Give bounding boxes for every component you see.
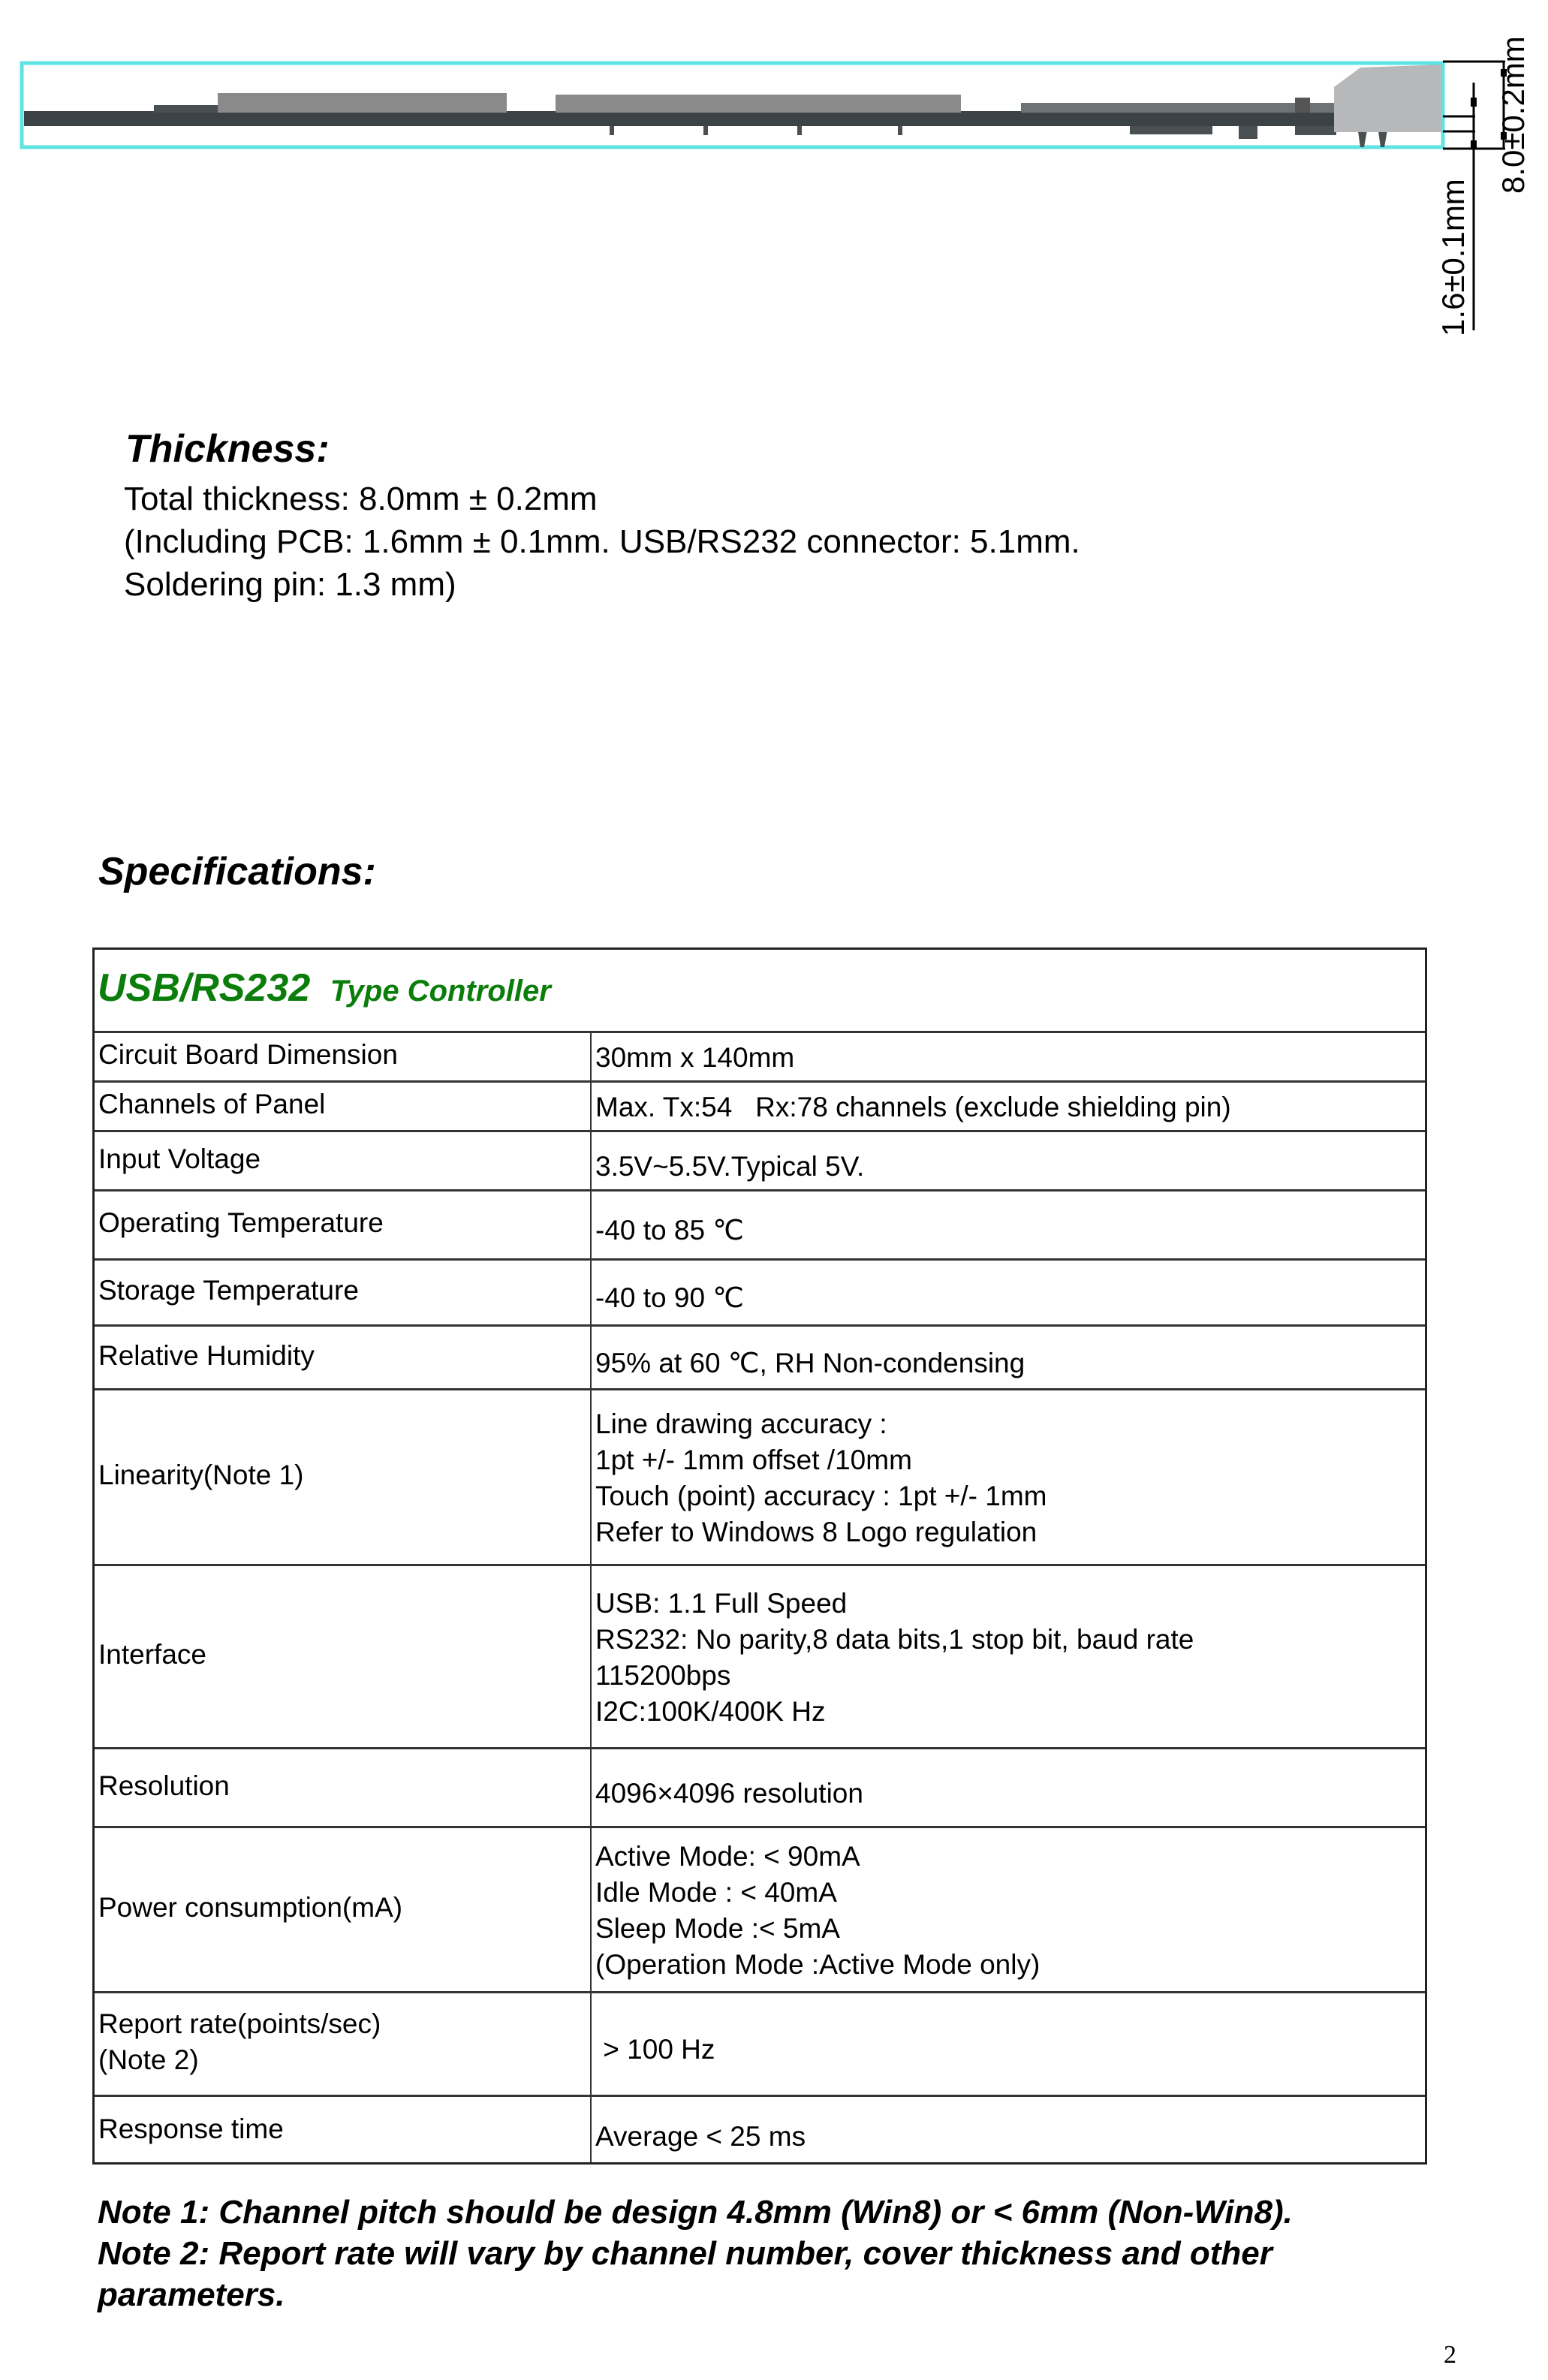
- row-label-line: Relative Humidity: [98, 1340, 315, 1371]
- row-value-line: 95% at 60 ℃, RH Non-condensing: [595, 1348, 1025, 1378]
- table-header-main: USB/RS232: [98, 966, 311, 1010]
- row-label: [98, 2111, 284, 2147]
- row-value-line: Refer to Windows 8 Logo regulation: [595, 1517, 1038, 1547]
- row-label-line: Interface: [98, 1639, 206, 1670]
- table-row: [95, 1189, 1425, 1258]
- note-2-continued: parameters.: [98, 2276, 285, 2313]
- row-label: [98, 1273, 359, 1309]
- row-value: [595, 2032, 715, 2068]
- row-label-line: Operating Temperature: [98, 1207, 384, 1238]
- table-row: [95, 1388, 1425, 1564]
- row-value-line: Line drawing accuracy :: [595, 1408, 887, 1439]
- row-value: [595, 1089, 1231, 1125]
- table-row: [95, 2095, 1425, 2165]
- row-value-line: 4096×4096 resolution: [595, 1778, 863, 1809]
- row-value: [595, 1406, 1047, 1550]
- row-label: [98, 1768, 230, 1804]
- row-value: [595, 1040, 794, 1076]
- row-value-line: Active Mode: < 90mA: [595, 1841, 860, 1872]
- table-header-sub: Type Controller: [330, 975, 551, 1008]
- specifications-heading: Specifications:: [98, 850, 376, 893]
- thickness-line: Soldering pin: 1.3 mm): [124, 566, 456, 603]
- table-row: [95, 1324, 1425, 1388]
- row-label-line: Circuit Board Dimension: [98, 1039, 398, 1070]
- table-row: [95, 1564, 1425, 1747]
- note-1: Note 1: Channel pitch should be design 4.8mm (Win8) or < 6mm (Non-Win8).: [98, 2194, 1293, 2231]
- row-label-line: (Note 2): [98, 2044, 199, 2075]
- row-value-line: 3.5V~5.5V.Typical 5V.: [595, 1151, 865, 1182]
- thickness-heading: Thickness:: [125, 427, 330, 471]
- row-label-line: Resolution: [98, 1770, 230, 1801]
- thickness-line: (Including PCB: 1.6mm ± 0.1mm. USB/RS232 connector: 5.1mm.: [124, 523, 1080, 560]
- row-value-line: USB: 1.1 Full Speed: [595, 1588, 848, 1619]
- table-row: [95, 1747, 1425, 1826]
- row-label: [98, 1637, 206, 1673]
- table-row: [95, 1258, 1425, 1324]
- row-value-line: 1pt +/- 1mm offset /10mm: [595, 1445, 912, 1475]
- row-value-line: I2C:100K/400K Hz: [595, 1696, 826, 1727]
- row-value: [595, 1280, 744, 1316]
- usb-connector: [1334, 65, 1441, 132]
- specifications-table: [92, 947, 1427, 2165]
- row-value-line: Idle Mode : < 40mA: [595, 1877, 837, 1908]
- table-row: [95, 1080, 1425, 1130]
- row-label-line: Input Voltage: [98, 1143, 261, 1174]
- table-row: [95, 1991, 1425, 2095]
- notes: [98, 2192, 1293, 2315]
- table-row: [95, 1031, 1425, 1080]
- row-label-line: Response time: [98, 2113, 284, 2144]
- row-label-line: Report rate(points/sec): [98, 2008, 381, 2039]
- note-2: Note 2: Report rate will vary by channel number, cover thickness and other: [98, 2235, 1272, 2272]
- row-value-line: > 100 Hz: [595, 2034, 715, 2065]
- row-label-line: Storage Temperature: [98, 1275, 359, 1306]
- row-value: [595, 1839, 1040, 1983]
- row-value: [595, 1776, 863, 1812]
- row-value: [595, 1586, 1194, 1730]
- row-value-line: 30mm x 140mm: [595, 1042, 795, 1073]
- row-label: [98, 1457, 304, 1493]
- row-label-line: Linearity(Note 1): [98, 1460, 304, 1490]
- row-label: [98, 1037, 398, 1073]
- page-number: 2: [1444, 2341, 1456, 2369]
- pcb-board: [24, 111, 1441, 126]
- row-value-line: Sleep Mode :< 5mA: [595, 1913, 840, 1944]
- row-value: [595, 1213, 744, 1249]
- row-label: [98, 1338, 315, 1374]
- row-label-line: Channels of Panel: [98, 1089, 326, 1119]
- row-value: [595, 1149, 864, 1185]
- pcb-side-view-drawing: [0, 0, 1548, 345]
- row-value-line: Touch (point) accuracy : 1pt +/- 1mm: [595, 1481, 1047, 1511]
- table-header: [98, 966, 551, 1011]
- row-value: [595, 1345, 1025, 1381]
- soldering-pins: [610, 126, 1388, 147]
- row-label: [98, 1086, 325, 1122]
- row-value-line: 115200bps: [595, 1660, 731, 1691]
- row-value: [595, 2119, 806, 2155]
- row-value-line: RS232: No parity,8 data bits,1 stop bit, baud rate: [595, 1624, 1194, 1655]
- row-label: [98, 1205, 384, 1241]
- thickness-description: [124, 478, 1080, 606]
- row-value-line: -40 to 90 ℃: [595, 1282, 744, 1313]
- row-label: [98, 2006, 381, 2078]
- table-row: [95, 1826, 1425, 1991]
- row-value-line: Average < 25 ms: [595, 2121, 806, 2152]
- table-row: [95, 1130, 1425, 1189]
- dimension-pcb-label: 1.6±0.1mm: [1435, 179, 1471, 336]
- row-label: [98, 1890, 402, 1926]
- row-value-line: Max. Tx:54 Rx:78 channels (exclude shielding pin): [595, 1092, 1231, 1122]
- row-value-line: (Operation Mode :Active Mode only): [595, 1949, 1041, 1980]
- pcb-components: [154, 93, 1340, 113]
- row-value-line: -40 to 85 ℃: [595, 1215, 744, 1246]
- dimension-total-label: 8.0±0.2mm: [1495, 36, 1531, 194]
- row-label-line: Power consumption(mA): [98, 1892, 403, 1923]
- row-label: [98, 1141, 261, 1177]
- thickness-line: Total thickness: 8.0mm ± 0.2mm: [124, 481, 598, 517]
